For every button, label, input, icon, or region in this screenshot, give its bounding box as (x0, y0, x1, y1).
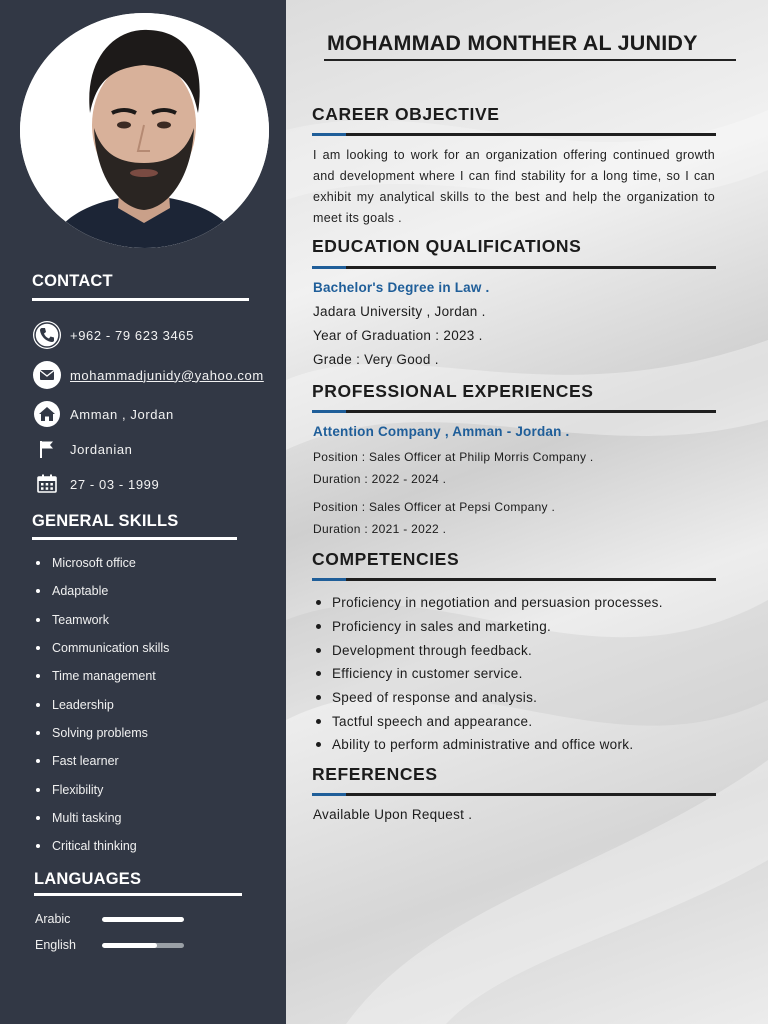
phone-icon (32, 320, 62, 350)
skill-item: Critical thinking (36, 832, 169, 860)
skill-item: Communication skills (36, 634, 169, 662)
email-link[interactable]: mohammadjunidy@yahoo.com (70, 367, 264, 383)
skill-item: Leadership (36, 690, 169, 718)
position-text: Position : Sales Officer at Philip Morris Company . (313, 450, 594, 464)
position-text: Position : Sales Officer at Pepsi Company . (313, 500, 556, 514)
competency-item: Efficiency in customer service. (313, 662, 663, 686)
skills-list (36, 549, 169, 860)
contact-divider (32, 298, 249, 301)
graduation-year: Year of Graduation : 2023 . (313, 328, 483, 343)
skills-heading: GENERAL SKILLS (32, 512, 179, 530)
language-level-fill (102, 917, 184, 922)
competencies-heading: COMPETENCIES (312, 549, 460, 569)
contact-heading: CONTACT (32, 272, 113, 290)
name-underline (324, 59, 736, 61)
language-row-english (35, 936, 184, 954)
skill-item: Solving problems (36, 719, 169, 747)
contact-birthdate (32, 469, 159, 499)
experience-heading: PROFESSIONAL EXPERIENCES (312, 381, 594, 401)
home-icon (32, 399, 62, 429)
skill-item: Multi tasking (36, 804, 169, 832)
skill-item: Flexibility (36, 775, 169, 803)
profile-photo (20, 13, 269, 248)
languages-divider (34, 893, 242, 896)
competency-item: Ability to perform administrative and office work. (313, 733, 663, 757)
skills-divider (32, 537, 237, 540)
language-name: English (35, 938, 76, 952)
education-heading: EDUCATION QUALIFICATIONS (312, 236, 582, 256)
competency-item: Development through feedback. (313, 638, 663, 662)
contact-nationality (32, 434, 133, 464)
skill-item: Adaptable (36, 577, 169, 605)
languages-heading: LANGUAGES (34, 870, 142, 888)
nationality-text: Jordanian (70, 441, 133, 457)
skill-item: Microsoft office (36, 549, 169, 577)
skill-item: Time management (36, 662, 169, 690)
competency-item: Speed of response and analysis. (313, 686, 663, 710)
degree-title: Bachelor's Degree in Law . (313, 280, 490, 295)
flag-icon (32, 434, 62, 464)
sidebar (0, 0, 286, 1024)
language-level-bar (102, 917, 184, 922)
language-level-bar (102, 943, 184, 948)
language-level-fill (102, 943, 157, 948)
contact-phone (32, 320, 194, 350)
competency-item: Proficiency in negotiation and persuasion processes. (313, 591, 663, 615)
main-content (286, 0, 768, 1024)
grade-text: Grade : Very Good . (313, 352, 439, 367)
skill-item: Teamwork (36, 606, 169, 634)
calendar-icon (32, 469, 62, 499)
university-text: Jadara University , Jordan . (313, 304, 486, 319)
contact-address (32, 399, 174, 429)
birthdate-text: 27 - 03 - 1999 (70, 476, 160, 492)
candidate-name: MOHAMMAD MONTHER AL JUNIDY (327, 31, 698, 55)
objective-text: I am looking to work for an organization offering continued growth and development where I can find stability for a long time, so I can exhibit my analytical skills to the best and help the organization to meet its goals . (313, 148, 715, 225)
objective-heading: CAREER OBJECTIVE (312, 104, 500, 124)
language-row-arabic (35, 910, 184, 928)
references-divider (312, 793, 716, 796)
contact-email[interactable] (32, 360, 264, 390)
competencies-list (313, 591, 663, 757)
skill-item: Fast learner (36, 747, 169, 775)
competency-item: Tactful speech and appearance. (313, 709, 663, 733)
company-name: Attention Company , Amman - Jordan . (313, 424, 570, 439)
duration-text: Duration : 2021 - 2022 . (313, 522, 447, 536)
address-text: Amman , Jordan (70, 406, 174, 422)
objective-divider (312, 133, 716, 136)
phone-number: +962 - 79 623 3465 (70, 327, 194, 343)
references-heading: REFERENCES (312, 764, 438, 784)
duration-text: Duration : 2022 - 2024 . (313, 472, 447, 486)
competencies-divider (312, 578, 716, 581)
competency-item: Proficiency in sales and marketing. (313, 615, 663, 639)
email-icon (32, 360, 62, 390)
education-divider (312, 266, 716, 269)
references-text: Available Upon Request . (313, 807, 473, 822)
experience-divider (312, 410, 716, 413)
language-name: Arabic (35, 912, 71, 926)
